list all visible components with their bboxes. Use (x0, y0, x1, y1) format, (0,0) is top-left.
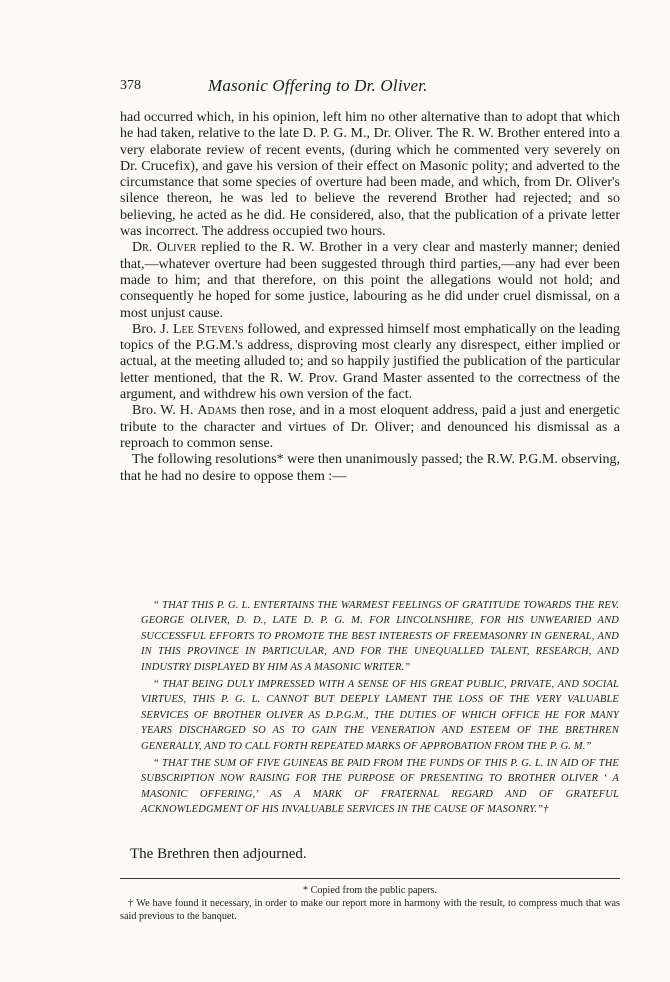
running-title: Masonic Offering to Dr. Oliver. (208, 76, 428, 95)
paragraph-2-text: replied to the R. W. Brother in a very clear and masterly manner; denied that,—whatever overture had been suggested through third parties,—any had ever been made to him; and that therefore, on this point the allegations would not hold; and consequently he hoped for some justice, labouring as he did under cruel dismissal, on a most unjust cause. (120, 240, 620, 321)
paragraph-3-prefix: Bro. J. (132, 321, 173, 337)
paragraph-4-prefix: Bro. W. H. (132, 403, 198, 419)
resolution-1: “ THAT THIS P. G. L. ENTERTAINS THE WARMEST FEELINGS OF GRATITUDE TOWARDS THE REV. GEORGE OLIVER, D. D., LATE D. P. G. M. FOR LINCOLNSHIRE, FOR HIS UNWEARIED AND SUCCESSFUL EFFORTS TO PROMOTE THE BEST INTERESTS OF FREEMASONRY IN GENERAL, AND IN THIS PROVINCE IN PARTICULAR, AND FOR THE UNEQUALLED TALENT, RESEARCH, AND INDUSTRY DISPLAYED BY HIM AS A MASONIC WRITER.” (141, 600, 619, 673)
speaker-name: Adams (197, 403, 237, 419)
body-text (120, 110, 620, 485)
speaker-name: Dr. Oliver (132, 240, 197, 256)
footnotes (120, 884, 620, 923)
footnote-1: * Copied from the public papers. (302, 885, 438, 896)
page-number: 378 (120, 78, 141, 93)
page-header (120, 78, 620, 100)
footnote-divider (120, 878, 620, 879)
paragraph-2 (120, 240, 620, 321)
paragraph-4 (120, 403, 620, 452)
paragraph-5: The following resolutions* were then unanimously passed; the R.W. P.G.M. observing, that he had no desire to oppose them :— (120, 452, 620, 484)
footnote-2: † We have found it necessary, in order to make our report more in harmony with the result, to compress much that was said previous to the banquet. (120, 898, 620, 922)
closing-line: The Brethren then adjourned. (130, 846, 307, 862)
paragraph-1: had occurred which, in his opinion, left him no other alternative than to adopt that which he had taken, relative to the late D. P. G. M., Dr. Oliver. The R. W. Brother entered into a very elaborate review of recent events, (during which he commented very severely on Dr. Crucefix), and gave his version of their effect on Masonic polity; and adverted to the circumstance that some species of overture had been made, and which, from Dr. Oliver's silence thereon, he was led to believe the reverend Brother had rejected; and so believing, he acted as he did. He considered, also, that the publication of a private letter was incorrect. The address occupied two hours. (120, 110, 620, 240)
resolutions-block (141, 598, 619, 820)
resolution-2: “ THAT BEING DULY IMPRESSED WITH A SENSE OF HIS GREAT PUBLIC, PRIVATE, AND SOCIAL VIRTUES, THIS P. G. L. CANNOT BUT DEEPLY LAMENT THE LOSS OF THE VERY VALUABLE SERVICES OF BROTHER OLIVER AS D.P.G.M., THE DUTIES OF WHICH OFFICE HE FOR MANY YEARS DISCHARGED SO AS TO GAIN THE VENERATION AND ESTEEM OF THE BRETHREN GENERALLY, AND TO CALL FORTH REPEATED MARKS OF APPROBATION FROM THE P. G. M.” (141, 679, 619, 752)
resolution-3: “ THAT THE SUM OF FIVE GUINEAS BE PAID FROM THE FUNDS OF THIS P. G. L. IN AID OF THE SUBSCRIPTION NOW RAISING FOR THE PURPOSE OF PRESENTING TO BROTHER OLIVER ‘ A MASONIC OFFERING,’ AS A MARK OF FRATERNAL REGARD AND OF GRATEFUL ACKNOWLEDGMENT OF HIS INVALUABLE SERVICES IN THE CAUSE OF MASONRY.”† (141, 758, 619, 816)
paragraph-3-text: followed, and expressed himself most emphatically on the leading topics of the P.G.M.'s address, disproving most clearly any disrespect, either implied or actual, at the meeting alluded to; and so happily justified the publication of the particular letter mentioned, that the R. W. Prov. Grand Master assented to the correctness of the argument, and withdrew his own version of the fact. (120, 321, 621, 403)
paragraph-4-text: then rose, and in a most eloquent address, paid a just and energetic tribute to the character and virtues of Dr. Oliver; and denounced his dismissal as a reproach to common sense. (120, 403, 620, 451)
paragraph-3 (120, 322, 620, 403)
speaker-name: Lee Stevens (172, 321, 244, 337)
